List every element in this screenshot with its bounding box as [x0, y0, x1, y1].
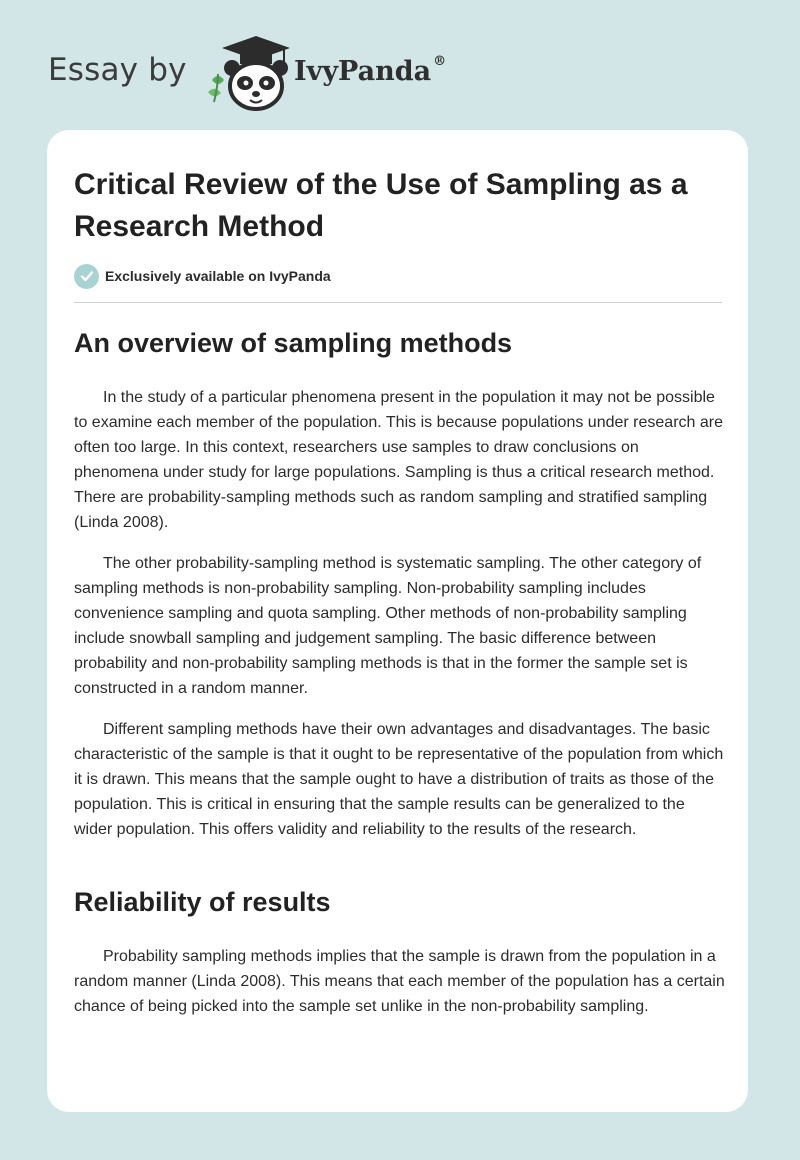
badge-label: Exclusively available on IvyPanda	[105, 268, 331, 284]
checkmark-icon	[74, 264, 99, 289]
essay-by-label: Essay by	[48, 52, 187, 88]
section-heading-overview: An overview of sampling methods	[74, 328, 513, 358]
article-card	[47, 130, 748, 1112]
section-heading-reliability: Reliability of results	[74, 887, 331, 917]
page-title: Critical Review of the Use of Sampling as a Research Method	[74, 168, 688, 243]
brand-name[interactable]: IvyPanda ®	[294, 54, 447, 87]
divider	[74, 302, 722, 303]
paragraph: Different sampling methods have their own advantages and disadvantages. The basic characteristic of the sample is that it ought to be representative of the population from which it is drawn. This means that the sample ought to have a distribution of traits as those of the population. This is critical in ensuring that the sample results can be generalized to the wider population. This offers validity and reliability to the results of the research.	[74, 721, 724, 838]
paragraph: In the study of a particular phenomena present in the population it may not be possible to examine each member of the population. This is because populations under research are often too large. In this context, researchers use samples to draw conclusions on phenomena under study for large populations. Sampling is thus a critical research method. There are probability-sampling methods such as random sampling and stratified sampling (Linda 2008).	[74, 389, 723, 531]
registered-mark: ®	[433, 54, 447, 69]
paragraph: Probability sampling methods implies that the sample is drawn from the population in a random manner (Linda 2008). This means that each member of the population has a certain chance of being picked into the sample set unlike in the non-probability sampling.	[74, 948, 725, 1015]
panda-logo-icon	[202, 34, 292, 112]
paragraph: The other probability-sampling method is systematic sampling. The other category of sampling methods is non-probability sampling. Non-probability sampling includes convenience sampling and quota sampling. Other methods of non-probability sampling include snowball sampling and judgement sampling. The basic difference between probability and non-probability sampling methods is that in the former the sample set is constructed in a random manner.	[74, 555, 702, 697]
site-header	[48, 30, 508, 110]
exclusive-badge	[74, 263, 331, 289]
